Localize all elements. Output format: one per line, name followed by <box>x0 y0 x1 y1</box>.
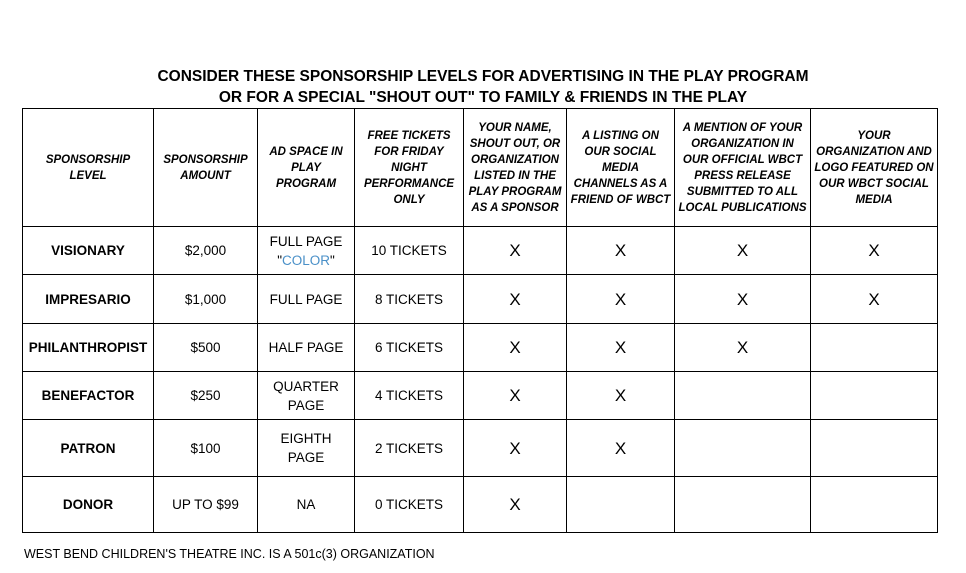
header-social-listing: A LISTING ON OUR SOCIAL MEDIA CHANNELS AS A FRIEND OF WBCT <box>567 109 675 227</box>
cell-check-mark: X <box>464 227 567 275</box>
cell-check-mark <box>567 477 675 533</box>
cell-ad-space: NA <box>258 477 355 533</box>
cell-check-mark: X <box>464 324 567 372</box>
cell-level: VISIONARY <box>23 227 154 275</box>
cell-level: IMPRESARIO <box>23 275 154 324</box>
color-word: COLOR <box>281 252 330 268</box>
cell-check-mark: X <box>675 227 811 275</box>
cell-check-mark: X <box>464 372 567 420</box>
table-row <box>23 420 938 477</box>
cell-tickets: 6 TICKETS <box>355 324 464 372</box>
cell-tickets: 8 TICKETS <box>355 275 464 324</box>
cell-tickets: 4 TICKETS <box>355 372 464 420</box>
cell-level: PATRON <box>23 420 154 477</box>
cell-check-mark: X <box>464 275 567 324</box>
cell-check-mark: X <box>464 477 567 533</box>
sponsorship-table <box>22 108 938 533</box>
header-press-release: A MENTION OF YOUR ORGANIZATION IN OUR OFFICIAL WBCT PRESS RELEASE SUBMITTED TO ALL LOCAL PUBLICATIONS <box>675 109 811 227</box>
cell-amount: UP TO $99 <box>154 477 258 533</box>
header-sponsorship-amount: SPONSORSHIP AMOUNT <box>154 109 258 227</box>
title-line-1: CONSIDER THESE SPONSORSHIP LEVELS FOR ADVERTISING IN THE PLAY PROGRAM <box>157 68 809 85</box>
cell-level: PHILANTHROPIST <box>23 324 154 372</box>
cell-check-mark: X <box>567 324 675 372</box>
cell-tickets: 0 TICKETS <box>355 477 464 533</box>
cell-check-mark <box>675 372 811 420</box>
table-row <box>23 477 938 533</box>
header-free-tickets: FREE TICKETS FOR FRIDAY NIGHT PERFORMANCE ONLY <box>355 109 464 227</box>
cell-amount: $100 <box>154 420 258 477</box>
header-row <box>23 109 938 227</box>
cell-check-mark <box>811 372 938 420</box>
footer-note: WEST BEND CHILDREN'S THEATRE INC. IS A 501c(3) ORGANIZATION <box>24 547 435 561</box>
table-row <box>23 372 938 420</box>
cell-level: BENEFACTOR <box>23 372 154 420</box>
cell-check-mark <box>811 477 938 533</box>
cell-check-mark: X <box>567 372 675 420</box>
header-ad-space: AD SPACE IN PLAY PROGRAM <box>258 109 355 227</box>
title-line-2: OR FOR A SPECIAL "SHOUT OUT" TO FAMILY & FRIENDS IN THE PLAY <box>218 89 748 106</box>
cell-ad-space: QUARTER PAGE <box>258 372 355 420</box>
ad-space-text: FULL PAGE <box>269 233 343 249</box>
header-program-listing: YOUR NAME, SHOUT OUT, OR ORGANIZATION LISTED IN THE PLAY PROGRAM AS A SPONSOR <box>464 109 567 227</box>
cell-check-mark <box>675 477 811 533</box>
cell-check-mark: X <box>567 420 675 477</box>
cell-check-mark: X <box>567 275 675 324</box>
cell-check-mark <box>675 420 811 477</box>
cell-ad-space: FULL PAGE <box>258 275 355 324</box>
header-sponsorship-level: SPONSORSHIP LEVEL <box>23 109 154 227</box>
cell-amount: $1,000 <box>154 275 258 324</box>
cell-tickets: 2 TICKETS <box>355 420 464 477</box>
header-logo-featured: YOUR ORGANIZATION AND LOGO FEATURED ON OUR WBCT SOCIAL MEDIA <box>811 109 938 227</box>
cell-check-mark: X <box>567 227 675 275</box>
cell-ad-space: HALF PAGE <box>258 324 355 372</box>
cell-check-mark: X <box>675 275 811 324</box>
cell-amount: $500 <box>154 324 258 372</box>
cell-check-mark: X <box>811 227 938 275</box>
cell-check-mark: X <box>811 275 938 324</box>
cell-amount: $250 <box>154 372 258 420</box>
table-row <box>23 275 938 324</box>
page-title <box>0 66 966 108</box>
cell-level: DONOR <box>23 477 154 533</box>
cell-check-mark <box>811 420 938 477</box>
cell-check-mark <box>811 324 938 372</box>
cell-ad-space: EIGHTH PAGE <box>258 420 355 477</box>
cell-check-mark: X <box>675 324 811 372</box>
cell-check-mark: X <box>464 420 567 477</box>
cell-ad-space: FULL PAGE "COLOR" <box>258 227 355 275</box>
table-row <box>23 227 938 275</box>
table-row <box>23 324 938 372</box>
cell-tickets: 10 TICKETS <box>355 227 464 275</box>
cell-amount: $2,000 <box>154 227 258 275</box>
